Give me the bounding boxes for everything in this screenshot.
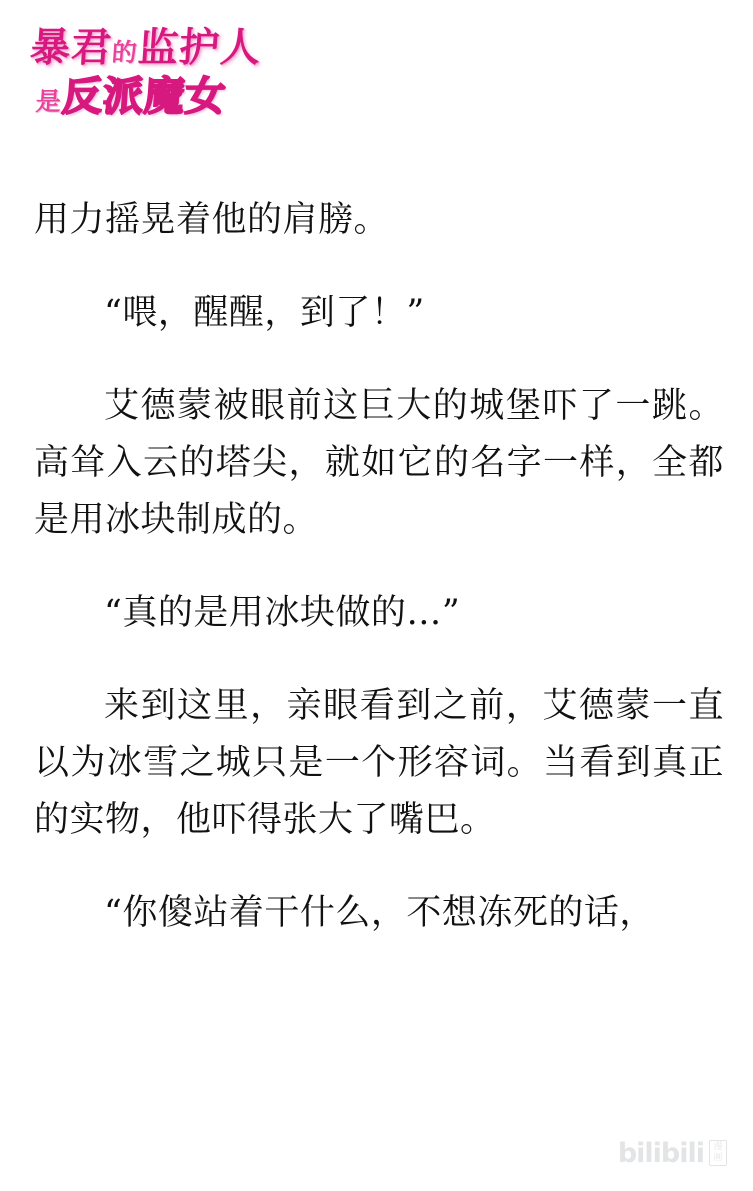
- watermark-text: bilibili: [617, 1138, 704, 1169]
- paragraph: 艾德蒙被眼前这巨大的城堡吓了一跳。高耸入云的塔尖，就如它的名字一样，全都是用冰块制成的。: [34, 386, 724, 540]
- title-char: 是: [34, 87, 63, 116]
- title-char: 派: [101, 73, 146, 120]
- paragraph: 来到这里，亲眼看到之前，艾德蒙一直以为冰雪之城只是一个形容词。当看到真正的实物，他吓得张大了嘴巴。: [34, 686, 724, 840]
- paragraph: 用力摇晃着他的肩膀。: [34, 200, 390, 240]
- title-char: 魔: [142, 73, 187, 120]
- title-char: 护: [177, 24, 222, 71]
- watermark-badge: 漫画: [709, 1140, 727, 1166]
- series-title-logo: [30, 26, 290, 136]
- title-char: 暴: [28, 24, 73, 71]
- title-char: 女: [183, 73, 228, 120]
- dialogue-line: “真的是用冰块做的…”: [104, 593, 461, 633]
- series-title-line-1: [28, 26, 291, 75]
- bilibili-watermark: [618, 1138, 727, 1169]
- title-char: 君: [69, 24, 114, 71]
- page-body-text: [34, 192, 724, 942]
- title-char: 监: [136, 24, 181, 71]
- dialogue-line: “你傻站着干什么，不想冻死的话，: [104, 893, 655, 933]
- dialogue-line: “喂，醒醒，到了！”: [104, 293, 425, 333]
- title-char: 人: [218, 24, 263, 71]
- series-title-line-2: [34, 75, 291, 124]
- title-char: 的: [110, 38, 139, 67]
- title-char: 反: [60, 73, 105, 120]
